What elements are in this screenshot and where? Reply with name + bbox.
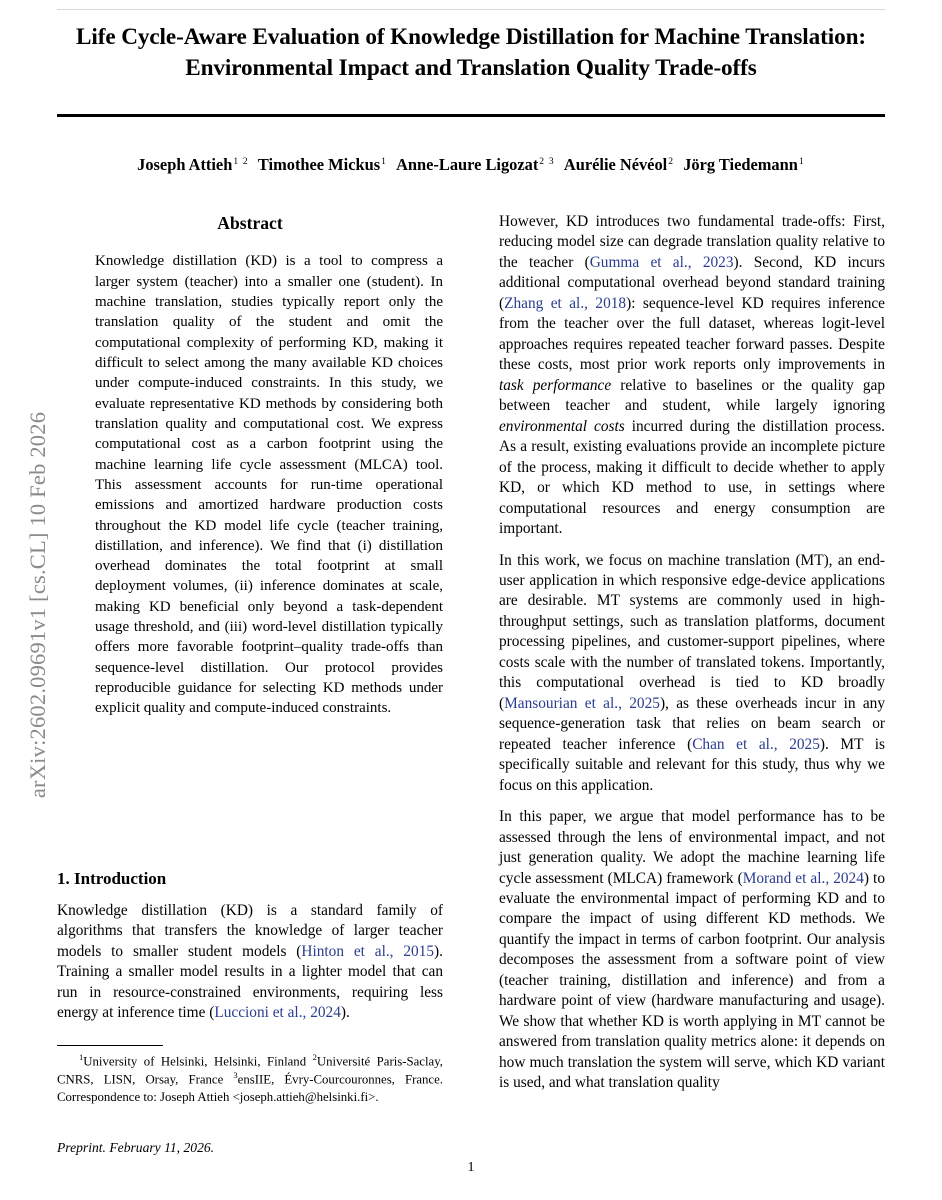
rc-p2-text-a: In this work, we focus on machine translation (MT), an end-user application in which responsive edge-device applications are desirable. MT systems are commonly used in high-throughput settings, such as translation platforms, document processing pipelines, and customer-support pipelines, where costs scale with the number of translated tokens. Importantly, this computational overhead is tied to KD broadly ( [499, 551, 885, 712]
left-column [57, 212, 443, 719]
citation-chan-2025[interactable]: Chan et al., 2025 [692, 735, 820, 753]
author-entry [396, 155, 555, 174]
author-name: Joseph Attieh [137, 155, 233, 174]
author-list [57, 155, 885, 175]
author-affiliation-marker: 1 [798, 155, 805, 167]
abstract-heading: Abstract [217, 213, 283, 233]
citation-hinton-2015[interactable]: Hinton et al., 2015 [301, 942, 435, 960]
top-rule [57, 9, 885, 10]
footnote-marker-3: 3 [233, 1070, 238, 1081]
footnote-marker-2: 2 [312, 1052, 317, 1062]
author-affiliation-marker: 2 3 [539, 155, 555, 167]
rc-p1-text-e: incurred during the distillation process. As a result, existing evaluations provide an incomplete picture of the process, making it difficult to decide whether to apply KD, or which KD method to use, in settings where computational resources and energy consumption are important. [499, 417, 886, 538]
citation-zhang-2018[interactable]: Zhang et al., 2018 [504, 294, 627, 312]
right-column [499, 212, 885, 1094]
footnote-affiliation-3: ensIIE, Évry-Courcouronnes, France. Correspondence to: Joseph Attieh <joseph.attieh@helsinki.fi>. [57, 1072, 443, 1104]
page-number: 1 [467, 1160, 475, 1175]
citation-gumma-2023[interactable]: Gumma et al., 2023 [589, 253, 734, 271]
author-name: Timothee Mickus [257, 155, 381, 174]
emphasis-environmental-costs: environmental costs [499, 417, 625, 435]
title-rule [57, 114, 885, 117]
abstract-body: Knowledge distillation (KD) is a tool to compress a larger system (teacher) into a smaller one (student). In machine translation, studies typically report only the translation quality of the student and omit the computational complexity of performing KD, making it difficult to select among the many available KD choices under compute-induced constraints. In this study, we evaluate representative KD methods by considering both translation quality and computational cost. We express computational cost as a carbon footprint using the machine learning life cycle assessment (MLCA) tool. This assessment accounts for run-time operational emissions and amortized hardware production costs throughout the KD model life cycle (teacher training, distillation, and inference). We find that (i) distillation overhead dominates the total footprint at small deployment volumes, (ii) inference dominates at scale, making KD beneficial only beyond a task-dependent usage threshold, and (iii) word-level distillation typically offers more favorable footprint–quality trade-offs than sequence-level distillation. Our protocol provides reproducible guidance for selecting KD methods under explicit quality and compute-induced constraints. [95, 253, 443, 717]
rc-p1-text-d: relative to baselines or the quality gap between teacher and student, while largely ignoring [499, 376, 885, 415]
preprint-notice: Preprint. February 11, 2026. [57, 1140, 215, 1155]
title-line-2: Environmental Impact and Translation Quality Trade-offs [185, 54, 757, 81]
citation-luccioni-2024[interactable]: Luccioni et al., 2024 [214, 1004, 341, 1022]
footnote-marker-1: 1 [79, 1052, 84, 1062]
introduction-heading: 1. Introduction [57, 869, 167, 888]
footnote-indent [57, 1054, 79, 1068]
arxiv-stamp: arXiv:2602.09691v1 [cs.CL] 10 Feb 2026 [25, 411, 50, 799]
rc-p1-text-b: ). Second, KD incurs additional computational overhead beyond standard training ( [499, 253, 886, 312]
right-paragraph-2 [499, 551, 885, 797]
right-paragraph-1 [499, 212, 885, 540]
rc-p1-text-a: However, KD introduces two fundamental trade-offs: First, reducing model size can degrade translation quality relative to the teacher ( [499, 213, 885, 271]
author-name: Aurélie Névéol [563, 155, 668, 174]
page-title [57, 22, 885, 84]
author-affiliation-marker: 2 [668, 155, 675, 167]
author-entry [564, 155, 674, 174]
author-affiliation-marker: 1 [381, 155, 388, 167]
paper-page [57, 0, 885, 1200]
author-entry [683, 155, 805, 174]
right-paragraph-3 [499, 807, 885, 1094]
author-entry [258, 155, 387, 174]
footnote-affiliation-2: Université Paris-Saclay, CNRS, LISN, Orsay, France [57, 1054, 443, 1087]
intro-text-part-3: ). [340, 1004, 350, 1022]
title-line-1: Life Cycle-Aware Evaluation of Knowledge Distillation for Machine Translation: [76, 24, 866, 50]
rc-p3-text-a: In this paper, we argue that model performance has to be assessed through the lens of environmental impact, and not just generation quality. We adopt the machine learning life cycle assessment (MLCA) framework ( [499, 808, 885, 887]
footnote-affiliation-1: University of Helsinki, Helsinki, Finland [83, 1054, 313, 1069]
footnote-affiliations [57, 1052, 443, 1106]
intro-text-part-2: ). Training a smaller model results in a lighter model that can run in resource-constrained environments, requiring less energy at inference time ( [57, 942, 443, 1022]
author-name: Jörg Tiedemann [683, 155, 798, 174]
introduction-paragraph-1 [57, 901, 443, 1024]
citation-morand-2024[interactable]: Morand et al., 2024 [742, 869, 864, 887]
author-affiliation-marker: 1 2 [233, 155, 249, 167]
rc-p3-text-b: ) to evaluate the environmental impact of performing KD and to compare the impact of using different KD methods. We quantify the impact in terms of carbon footprint. Our analysis decomposes the assessment from a software point of view (teacher training, distillation and inference) and from a hardware point of view (hardware manufacturing and usage). We show that whether KD is worth applying in MT cannot be answered from translation quality metrics alone: it depends on how much translation the system will serve, which KD variant is used, and what translation quality [499, 869, 885, 1092]
introduction-section [57, 868, 443, 1024]
rc-p2-text-c: ). MT is specifically suitable and relevant for this study, thus why we focus on this application. [499, 735, 885, 794]
emphasis-task-performance: task performance [499, 376, 612, 394]
author-entry [137, 155, 249, 174]
author-name: Anne-Laure Ligozat [396, 155, 539, 174]
citation-mansourian-2025[interactable]: Mansourian et al., 2025 [504, 694, 660, 712]
rc-p2-text-b: ), as these overheads incur in any sequence-generation task that relies on beam search or repeated teacher inference ( [499, 694, 886, 753]
rc-p1-text-c: ): sequence-level KD requires inference from the teacher over the full dataset, whereas logit-level approaches requires repeated teacher forward passes. Despite these costs, most prior work reports only improvements in [499, 294, 885, 374]
intro-text-part-1: Knowledge distillation (KD) is a standard family of algorithms that transfers the knowledge of larger teacher models to smaller student models ( [57, 901, 443, 960]
footnote-divider [57, 1045, 163, 1046]
